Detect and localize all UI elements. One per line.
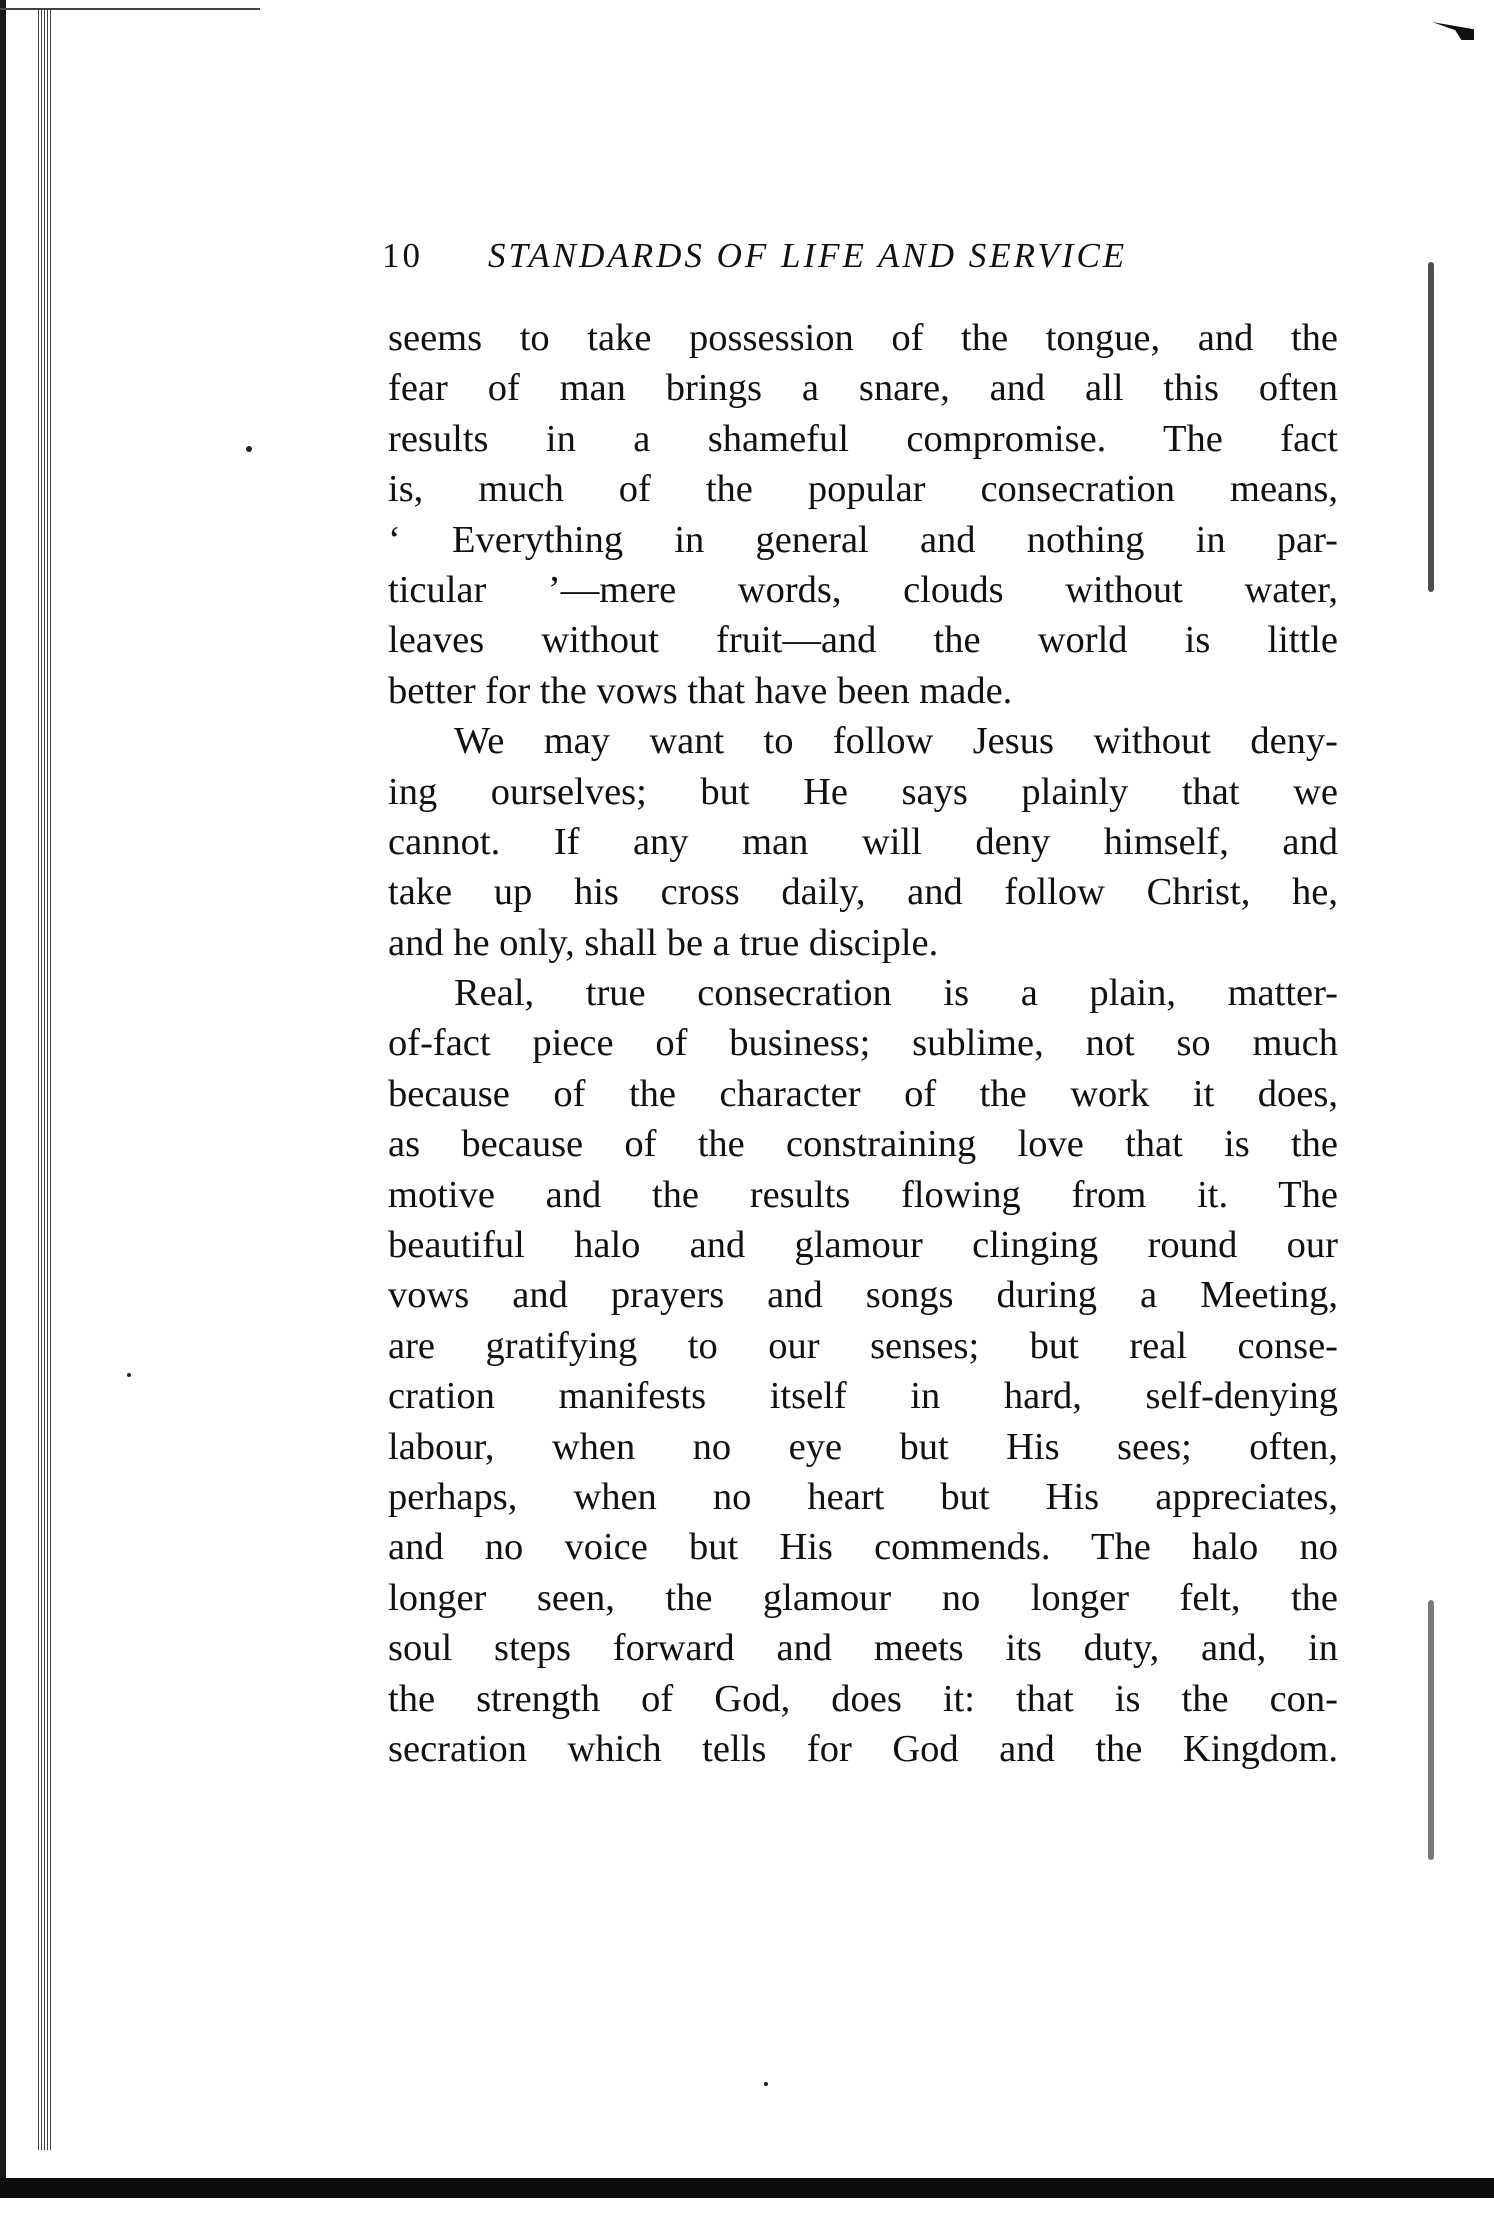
text-line: of-fact piece of business; sublime, not so much (388, 1022, 1338, 1065)
text-line: are gratifying to our senses; but real conse- (388, 1324, 1338, 1367)
text-line: ing ourselves; but He says plainly that we (388, 770, 1338, 813)
text-line: as because of the constraining love that is the (388, 1123, 1338, 1166)
text-line: beautiful halo and glamour clinging round our (388, 1224, 1338, 1267)
scan-top-edge (0, 8, 260, 10)
scan-spine-lines (38, 10, 52, 2150)
scan-spine-shadow (0, 0, 6, 2180)
text-line: fear of man brings a snare, and all this often (388, 367, 1338, 410)
text-line: We may want to follow Jesus without deny- (454, 720, 1338, 763)
scan-speck (246, 446, 252, 452)
text-line: because of the character of the work it does, (388, 1072, 1338, 1115)
text-line: secration which tells for God and the Kingdom. (388, 1727, 1338, 1770)
text-line: better for the vows that have been made. (388, 669, 1013, 712)
body-text (388, 313, 1338, 1774)
scan-right-smudge (1428, 262, 1434, 592)
running-head-title: STANDARDS OF LIFE AND SERVICE (488, 236, 1128, 275)
text-line: is, much of the popular consecration means, (388, 468, 1338, 511)
text-line: results in a shameful compromise. The fact (388, 417, 1338, 460)
text-line: the strength of God, does it: that is the con- (388, 1677, 1338, 1720)
running-head (382, 236, 1342, 286)
text-line: perhaps, when no heart but His appreciates, (388, 1475, 1338, 1518)
scan-speck (127, 1373, 131, 1377)
scan-corner-mark (1432, 22, 1474, 40)
text-line: labour, when no eye but His sees; often, (388, 1425, 1338, 1468)
text-line: take up his cross daily, and follow Christ, he, (388, 871, 1338, 914)
text-line: and he only, shall be a true disciple. (388, 921, 939, 964)
scan-right-smudge (1428, 1600, 1434, 1860)
text-line: motive and the results flowing from it. The (388, 1173, 1338, 1216)
text-line: ticular ’—mere words, clouds without water, (388, 568, 1338, 611)
text-line: cannot. If any man will deny himself, and (388, 820, 1338, 863)
text-line: seems to take possession of the tongue, and the (388, 317, 1338, 359)
scan-speck (764, 2082, 768, 2086)
text-line: cration manifests itself in hard, self-denying (388, 1375, 1338, 1418)
text-line: ‘ Everything in general and nothing in par- (388, 518, 1338, 561)
text-line: Real, true consecration is a plain, matter- (454, 972, 1338, 1015)
text-line: vows and prayers and songs during a Meeting, (388, 1274, 1338, 1317)
text-line: soul steps forward and meets its duty, and, in (388, 1627, 1338, 1670)
text-line: leaves without fruit—and the world is little (388, 619, 1338, 662)
scan-bottom-bar (0, 2178, 1494, 2198)
text-line: and no voice but His commends. The halo no (388, 1526, 1338, 1569)
page-number: 10 (382, 236, 423, 275)
text-line: longer seen, the glamour no longer felt, the (388, 1576, 1338, 1619)
